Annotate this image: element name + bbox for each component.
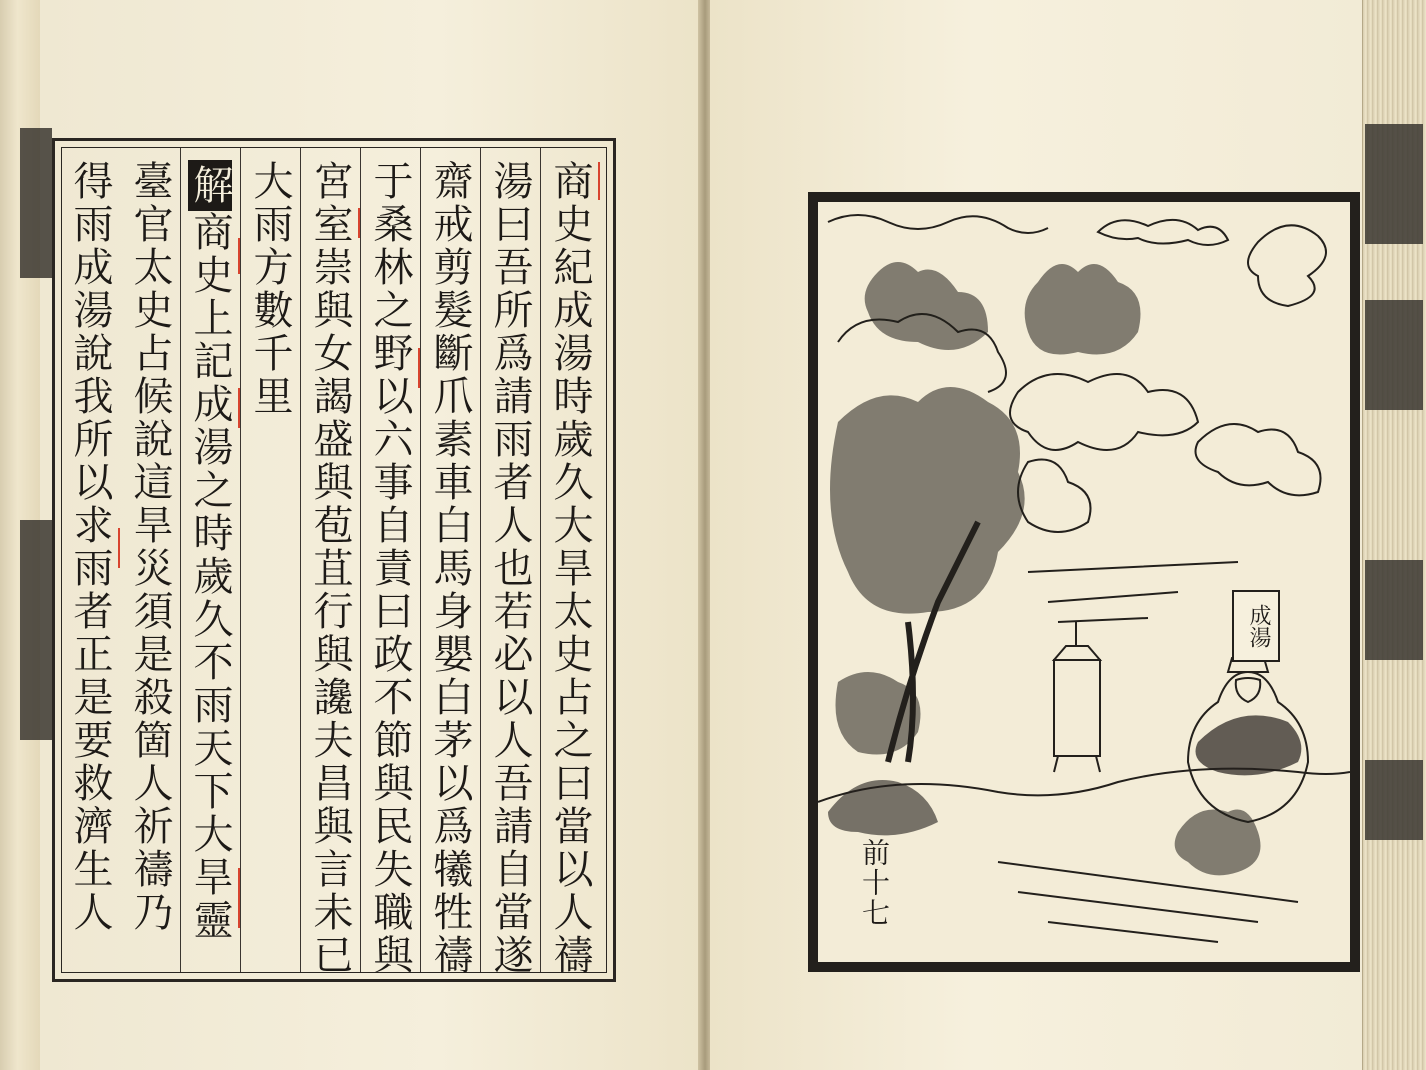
text-column-4: 于桑林之野以六事自責曰政不節與民失職與 (367, 160, 413, 977)
text-column-6: 大雨方數千里 (247, 160, 293, 418)
cloud (1248, 225, 1326, 306)
tree-foliage (865, 262, 988, 350)
commentary-text: 商史上記成湯之時歲久不雨天下大旱靈 (187, 211, 233, 942)
red-reading-mark (118, 528, 120, 568)
text-column-2: 湯曰吾所爲請雨者人也若必以人吾請自當遂 (487, 160, 533, 977)
ground-line (998, 862, 1298, 942)
tree-foliage (830, 387, 1025, 614)
text-column-1: 商史紀成湯時歲久大旱太史占之曰當以人禱 (547, 160, 593, 977)
cloud (1010, 374, 1198, 450)
commentary-column-3: 得雨成湯說我所以求雨者正是要救濟生人 (67, 160, 113, 934)
figure-cloak (1196, 715, 1302, 775)
column-rule (360, 148, 361, 972)
right-page-edges (1362, 0, 1426, 1070)
tree-foliage (1175, 810, 1261, 876)
woodblock-illustration (818, 202, 1350, 962)
text-column-5: 宮室崇與女謁盛與苞苴行與讒夫昌與言未已 (307, 160, 353, 977)
red-reading-mark (238, 238, 240, 274)
red-reading-mark (598, 162, 600, 200)
red-reading-mark (238, 868, 240, 928)
rocks (828, 780, 938, 835)
figure-face (1236, 678, 1261, 702)
text-frame-inner (61, 147, 607, 977)
column-rule (540, 148, 541, 972)
text-frame (52, 138, 616, 982)
lantern-top (1054, 622, 1100, 660)
red-reading-mark (418, 348, 420, 388)
commentary-column-2: 臺官太史占候說這旱災須是殺箇人祈禱乃 (127, 160, 173, 934)
text-column-3: 齋戒剪髮斷爪素車白馬身嬰白茅以爲犧牲禱 (427, 160, 473, 977)
right-edge-tab (1365, 124, 1423, 244)
illustration-frame (808, 192, 1360, 972)
red-reading-mark (238, 388, 240, 428)
commentary-column-1 (188, 160, 232, 942)
right-edge-tab (1365, 760, 1423, 840)
commentary-marker: 解 (188, 160, 232, 211)
column-rule (300, 148, 301, 972)
lantern-legs (1054, 756, 1100, 772)
tree-foliage (1025, 264, 1141, 355)
column-rule (240, 148, 241, 972)
left-edge-tab (20, 520, 52, 740)
red-reading-mark (358, 208, 360, 238)
figure-name-cartouche: 成湯 (1232, 590, 1280, 662)
column-rule (420, 148, 421, 972)
ground-line (1028, 562, 1238, 622)
column-rule (180, 148, 181, 972)
cloud (1018, 460, 1091, 533)
lantern (1054, 660, 1100, 756)
column-rule (480, 148, 481, 972)
cloud (828, 215, 1048, 233)
left-edge-tab (20, 128, 52, 278)
right-edge-tab (1365, 300, 1423, 410)
cloud (1098, 220, 1228, 245)
right-edge-tab (1365, 560, 1423, 660)
cloud (1196, 424, 1321, 495)
folio-number: 前十七 (858, 838, 891, 928)
